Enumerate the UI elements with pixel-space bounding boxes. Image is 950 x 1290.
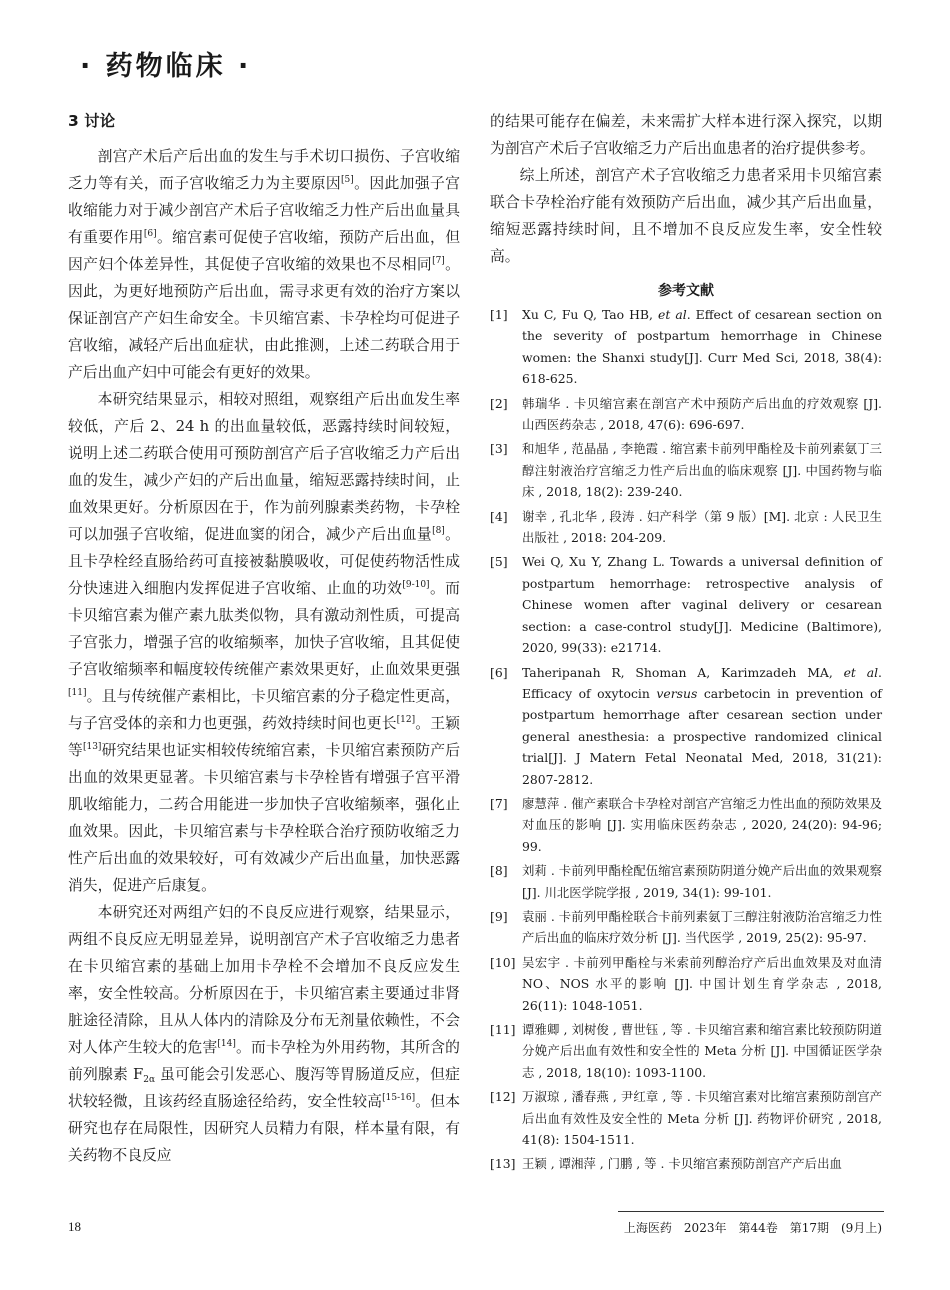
reference-text: 谢幸 , 孔北华 , 段涛 . 妇产科学（第 9 版）[M]. 北京 : 人民卫生出版社 , 2018: 204-209.: [522, 508, 882, 546]
reference-text: 袁丽 . 卡前列甲酯栓联合卡前列素氨丁三醇注射液防治宫缩乏力性产后出血的临床疗效分析 [J]. 当代医学 , 2019, 25(2): 95-97.: [522, 908, 882, 946]
subscript: 2α: [143, 1075, 156, 1085]
section-heading: 3 讨论: [68, 112, 116, 130]
reference-item: [490, 1153, 882, 1174]
reference-item: [490, 1086, 882, 1150]
citation: [14]: [217, 1039, 236, 1049]
reference-list: [490, 304, 882, 1175]
right-column: [490, 108, 882, 1178]
reference-item: [490, 906, 882, 949]
citation: [9-10]: [402, 580, 430, 590]
paragraph-1: 剖宫产术后产后出血的发生与手术切口损伤、子宫收缩乏力等有关，而子宫收缩乏力为主要原因[5]。因此加强子宫收缩能力对于减少剖宫产术后子宫收缩乏力性产后出血量具有重要作用[6]。缩宫素可促使子宫收缩，预防产后出血，但因产妇个体差异性，其促使子宫收缩的效果也不尽相同[7]。因此，为更好地预防产后出血，需寻求更有效的治疗方案以保证剖宫产产妇生命安全。卡贝缩宫素、卡孕栓均可促进子宫收缩，减轻产后出血症状，由此推测，上述二药联合用于产后出血产妇中可能会有更好的效果。: [68, 148, 460, 381]
reference-item: [490, 1019, 882, 1083]
reference-number: [13]: [490, 1156, 516, 1172]
reference-number: [7]: [490, 795, 508, 811]
reference-number: [10]: [490, 954, 516, 970]
reference-text: 韩瑞华 . 卡贝缩宫素在剖宫产术中预防产后出血的疗效观察 [J]. 山西医药杂志 , 2018, 47(6): 696-697.: [522, 395, 882, 433]
reference-item: [490, 393, 882, 436]
reference-item: [490, 662, 882, 790]
journal-info: 上海医药 2023年 第44卷 第17期 (9月上): [623, 1221, 882, 1235]
journal-section-header: · 药物临床 ·: [80, 51, 252, 82]
reference-text: 廖慧萍 . 催产素联合卡孕栓对剖宫产宫缩乏力性出血的预防效果及对血压的影响 [J]. 实用临床医药杂志 , 2020, 24(20): 94-96; 99.: [522, 795, 882, 854]
reference-number: [4]: [490, 508, 508, 524]
citation: [5]: [341, 175, 354, 185]
paragraph-conclusion: 综上所述，剖宫产术子宫收缩乏力患者采用卡贝缩宫素联合卡孕栓治疗能有效预防产后出血，减少其产后出血量，缩短恶露持续时间，且不增加不良反应发生率，安全性较高。: [490, 167, 882, 265]
citation: [12]: [396, 715, 416, 725]
reference-text: 王颖 , 谭湘萍 , 门鹏 , 等 . 卡贝缩宫素预防剖宫产产后出血: [522, 1156, 842, 1172]
reference-text: Wei Q, Xu Y, Zhang L. Towards a universal definition of postpartum hemorrhage: retrospective analysis of Chinese women after vaginal delivery or cesarean section: a case-control study[J]. Medicine (Baltimore), 2020, 99(33): e21714.: [522, 554, 882, 656]
paragraph-3: 本研究还对两组产妇的不良反应进行观察，结果显示，两组不良反应无明显差异，说明剖宫产术子宫收缩乏力患者在卡贝缩宫素的基础上加用卡孕栓不会增加不良反应发生率，安全性较高。分析原因在于，卡贝缩宫素主要通过非肾脏途径清除，且从人体内的清除及分布无剂量依赖性，不会对人体产生较大的危害[14]。而卡孕栓为外用药物，其所含的前列腺素 $F_{2\alpha}$ 虽可能会引发恶心、腹泻等胃肠道反应，但症状较轻微，且该药经直肠途径给药，安全性较高[15-16]。但本研究也存在局限性，因研究人员精力有限，样本量有限，有关药物不良反应: [68, 904, 460, 1164]
reference-text: Taheripanah R, Shoman A, Karimzadeh MA, et al. Efficacy of oxytocin versus carbetocin in prevention of postpartum hemorrhage after cesarean section under general anesthesia: a prospective randomized clinical trial[J]. J Matern Fetal Neonatal Med, 2018, 31(21): 2807-2812.: [522, 664, 882, 787]
reference-item: [490, 793, 882, 857]
paragraph-continuation: 的结果可能存在偏差，未来需扩大样本进行深入探究，以期为剖宫产术后子宫收缩乏力产后出血患者的治疗提供参考。: [490, 113, 882, 157]
citation: [6]: [143, 229, 157, 239]
reference-number: [1]: [490, 307, 508, 322]
reference-text: 和旭华 , 范晶晶 , 李艳霞 . 缩宫素卡前列甲酯栓及卡前列素氨丁三醇注射液治疗宫缩乏力性产后出血的临床观察 [J]. 中国药物与临床 , 2018, 18(2): 239-240.: [522, 441, 882, 500]
citation: [15-16]: [382, 1093, 416, 1103]
paragraph-2: 本研究结果显示，相较对照组，观察组产后出血发生率较低，产后 2、24 h 的出血量较低，恶露持续时间较短，说明上述二药联合使用可预防剖宫产后子宫收缩乏力产后出血的发生，减少产妇的产后出血量，缩短恶露持续时间，止血效果更好。分析原因在于，作为前列腺素类药物，卡孕栓可以加强子宫收缩，促进血窦的闭合，减少产后出血量[8]。且卡孕栓经直肠给药可直接被黏膜吸收，可促使药物活性成分快速进入细胞内发挥促进子宫收缩、止血的功效[9-10]。而卡贝缩宫素为催产素九肽类似物，具有激动剂性质，可提高子宫张力，增强子宫的收缩频率，加快子宫收缩，且其促使子宫收缩频率和幅度较传统催产素效果更好，止血效果更强[11]。且与传统催产素相比，卡贝缩宫素的分子稳定性更高，与子宫受体的亲和力也更强，药效持续时间也更长[12]。王颖等[13]研究结果也证实相较传统缩宫素，卡贝缩宫素预防产后出血的效果更显著。卡贝缩宫素与卡孕栓皆有增强子宫平滑肌收缩能力，二药合用能进一步加快子宫收缩频率，强化止血效果。因此，卡贝缩宫素与卡孕栓联合治疗预防收缩乏力性产后出血的效果较好，可有效减少产后出血量，加快恶露消失，促进产后康复。: [68, 391, 460, 894]
citation: [13]: [82, 742, 102, 752]
reference-number: [8]: [490, 863, 508, 879]
reference-number: [6]: [490, 664, 508, 680]
reference-item: [490, 952, 882, 1016]
reference-item: [490, 438, 882, 502]
footer-divider: [618, 1211, 884, 1212]
reference-text: 万淑琼 , 潘春燕 , 尹红章 , 等 . 卡贝缩宫素对比缩宫素预防剖宫产后出血有效性及安全性的 Meta 分析 [J]. 药物评价研究 , 2018, 41(8): 1504-1511.: [522, 1089, 882, 1148]
reference-number: [11]: [490, 1022, 516, 1037]
reference-number: [12]: [490, 1089, 516, 1105]
page-number: 18: [68, 1219, 81, 1234]
citation: [11]: [68, 688, 87, 698]
reference-text: 谭雅卿 , 刘树俊 , 曹世钰 , 等 . 卡贝缩宫素和缩宫素比较预防阴道分娩产后出血有效性和安全性的 Meta 分析 [J]. 中国循证医学杂志 , 2018, 18(10): 1093-1100.: [522, 1022, 882, 1080]
reference-number: [9]: [490, 908, 508, 924]
reference-item: [490, 304, 882, 390]
citation: [8]: [432, 526, 445, 536]
reference-text: 吴宏宇 . 卡前列甲酯栓与米索前列醇治疗产后出血效果及对血清 NO、NOS 水平的影响 [J]. 中国计划生育学杂志 , 2018, 26(11): 1048-1051.: [522, 954, 882, 1013]
reference-number: [5]: [490, 554, 508, 570]
reference-number: [2]: [490, 395, 508, 411]
reference-item: [490, 551, 882, 658]
reference-item: [490, 860, 882, 903]
left-column: [68, 108, 460, 1169]
citation: [7]: [432, 256, 445, 266]
reference-text: 刘莉 . 卡前列甲酯栓配伍缩宫素预防阴道分娩产后出血的效果观察 [J]. 川北医学院学报 , 2019, 34(1): 99-101.: [522, 863, 882, 900]
reference-item: [490, 506, 882, 549]
reference-text: Xu C, Fu Q, Tao HB, et al. Effect of cesarean section on the severity of postpartum hemorrhage in Chinese women: the Shanxi study[J]. Curr Med Sci, 2018, 38(4): 618-625.: [522, 307, 883, 387]
reference-number: [3]: [490, 441, 508, 457]
references-title: 参考文献: [658, 283, 714, 299]
